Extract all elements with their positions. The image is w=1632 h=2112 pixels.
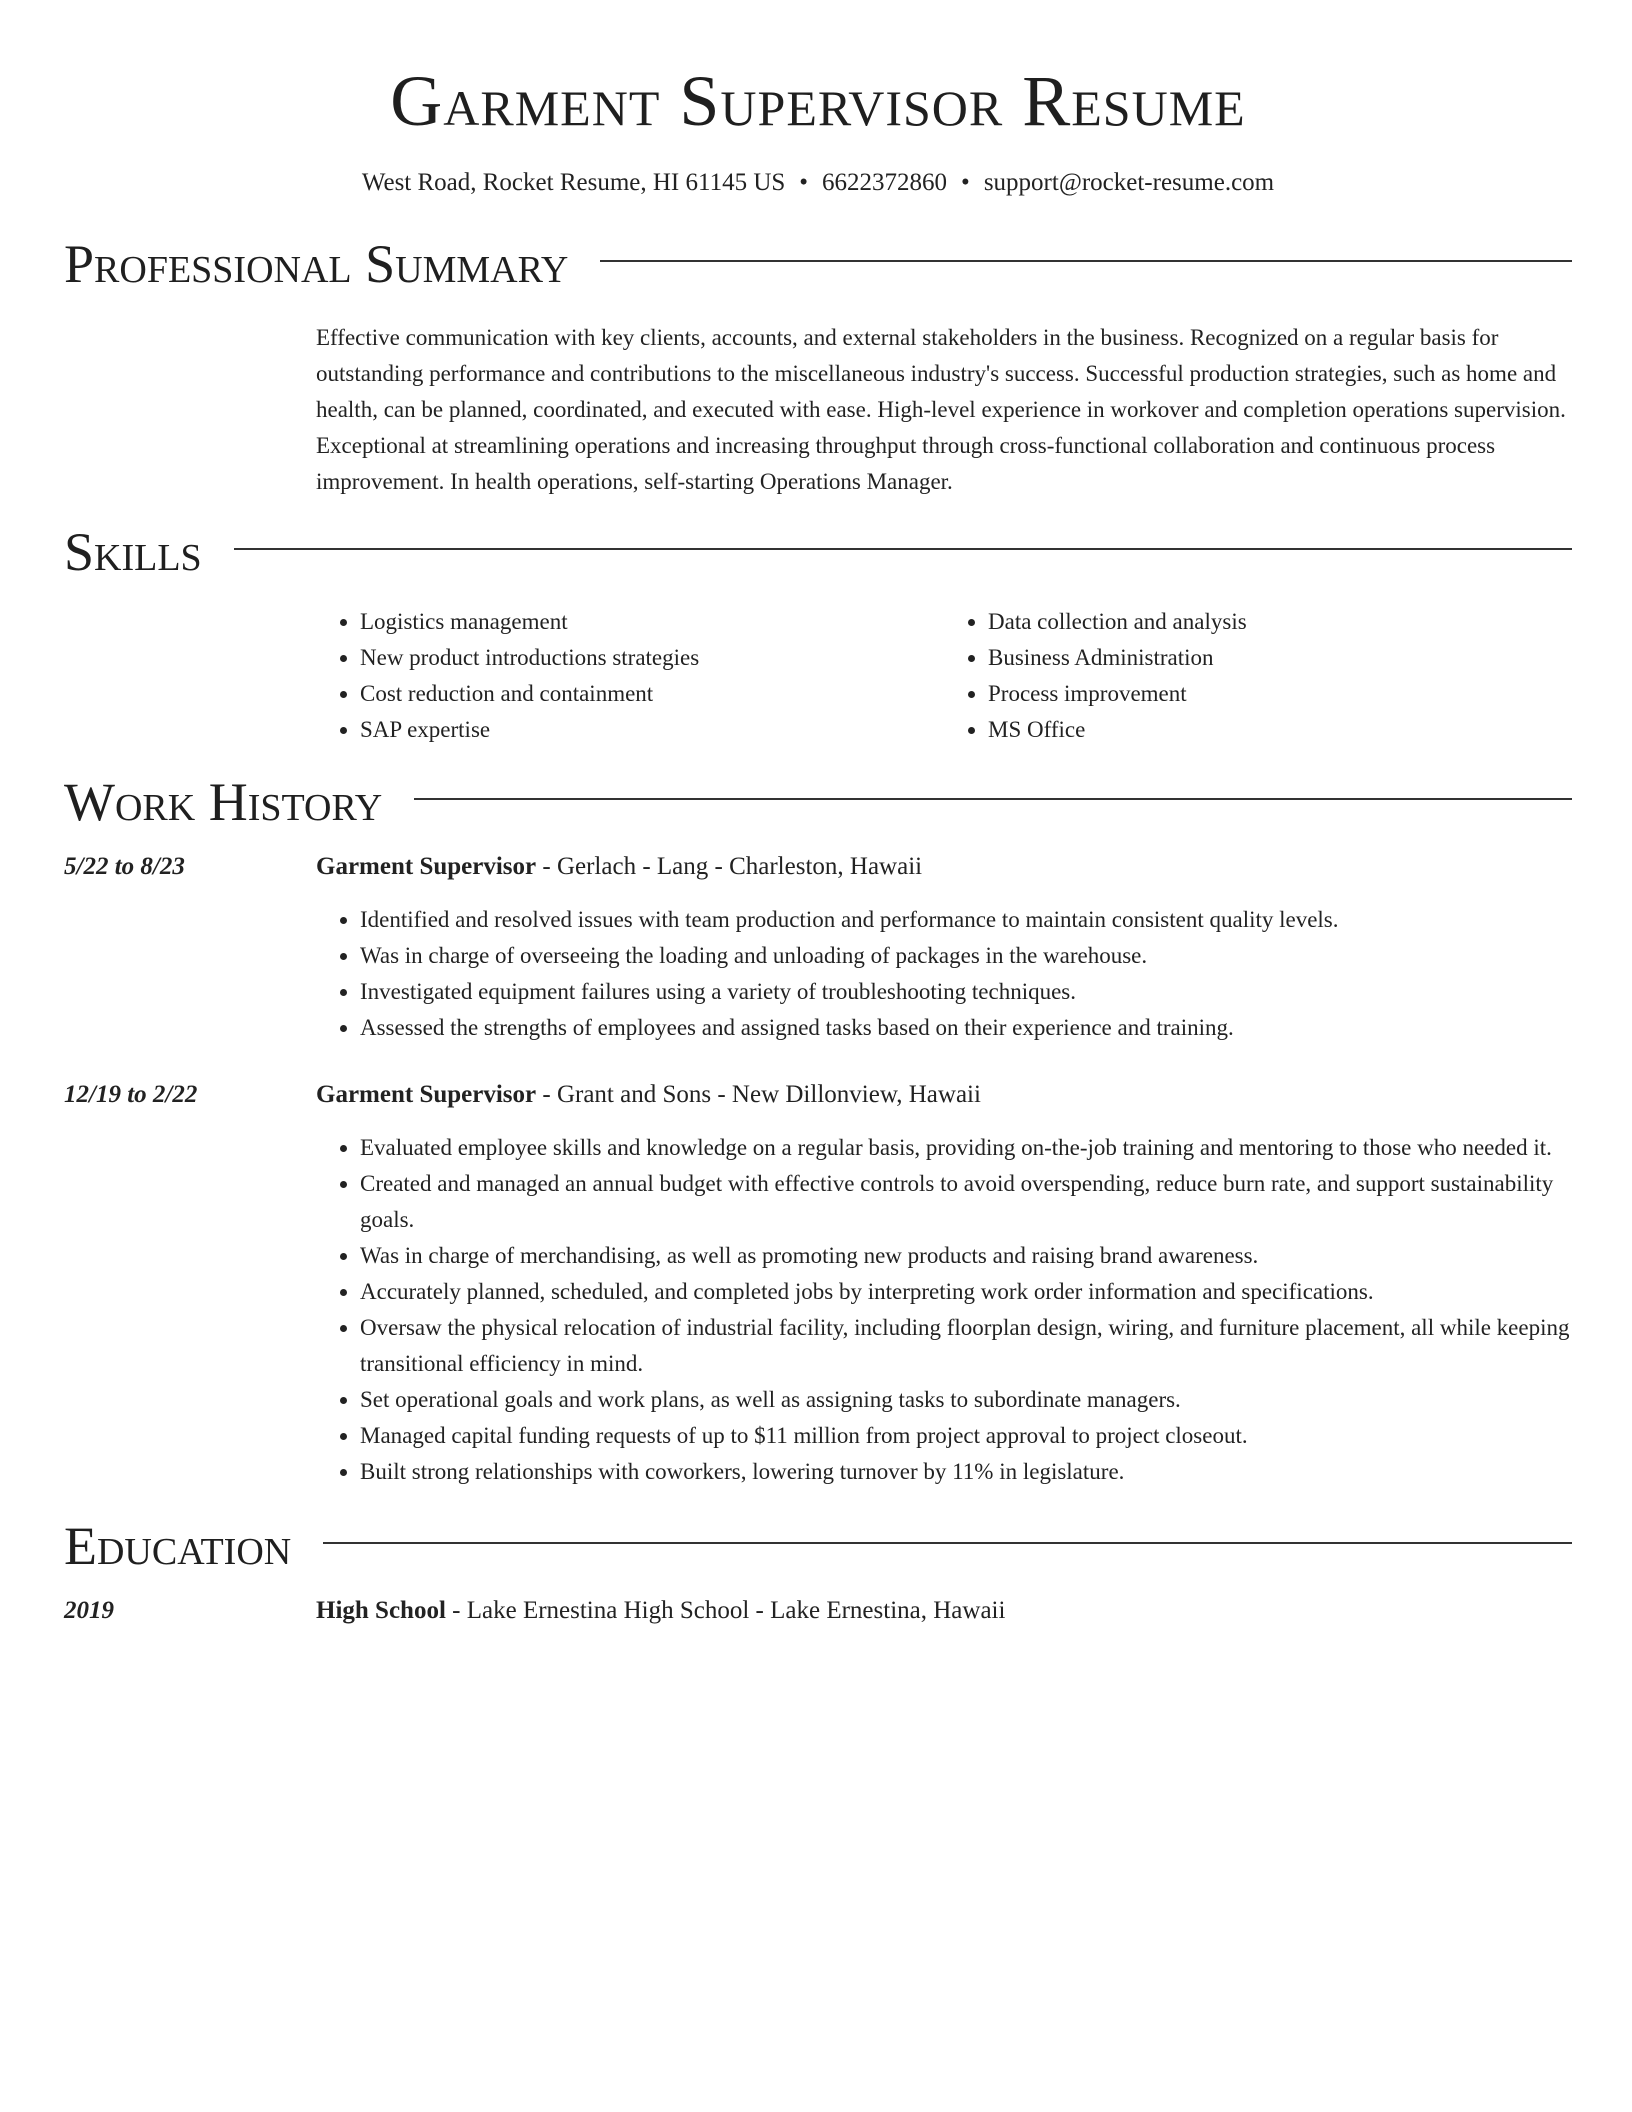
job-details: - Gerlach - Lang - Charleston, Hawaii xyxy=(536,853,923,880)
section-header-education xyxy=(64,1514,1572,1578)
job-bullet: • Evaluated employee skills and knowledge on a regular basis, providing on-the-job training and mentoring to those who needed it. xyxy=(360,1130,1572,1166)
job-bullet: • Managed capital funding requests of up to $11 million from project approval to project closeout. xyxy=(360,1418,1572,1454)
skills-column-right xyxy=(944,604,1572,748)
address: West Road, Rocket Resume, HI 61145 US xyxy=(361,169,786,196)
job-date: 5/22 to 8/23 xyxy=(64,853,185,880)
skills-list xyxy=(316,604,1572,748)
section-divider xyxy=(323,1542,1572,1544)
education-body xyxy=(316,1594,1572,1628)
job-bullet: • Identified and resolved issues with team production and performance to maintain consistent quality levels. xyxy=(360,902,1572,938)
job-title: Garment Supervisor xyxy=(316,1081,537,1108)
job-bullet: • Created and managed an annual budget with effective controls to avoid overspending, reduce burn rate, and support sustainability goals. xyxy=(360,1166,1572,1238)
job-bullet: • Was in charge of merchandising, as well as promoting new products and raising brand awareness. xyxy=(360,1238,1572,1274)
job-title: Garment Supervisor xyxy=(316,853,537,880)
contact-line xyxy=(64,166,1572,200)
education-details: - Lake Ernestina High School - Lake Ernestina, Hawaii xyxy=(445,1597,1006,1624)
job-bullet: • Set operational goals and work plans, as well as assigning tasks to subordinate managers. xyxy=(360,1382,1572,1418)
job-body xyxy=(316,850,1572,1046)
skills-column-left xyxy=(316,604,944,748)
education-heading xyxy=(316,1594,1572,1628)
skill-item: • Data collection and analysis xyxy=(988,604,1572,640)
job-details: - Grant and Sons - New Dillonview, Hawaii xyxy=(536,1081,981,1108)
resume-title: Garment Supervisor Resume xyxy=(390,61,1246,141)
job-heading xyxy=(316,850,1572,884)
section-title: Education xyxy=(64,1516,292,1576)
section-title: Work History xyxy=(64,772,383,832)
job-entry xyxy=(64,850,1572,1046)
education-entry xyxy=(64,1594,1572,1628)
job-date: 12/19 to 2/22 xyxy=(64,1081,198,1108)
skill-item: • Business Administration xyxy=(988,640,1572,676)
section-header-skills xyxy=(64,520,1572,584)
job-bullets xyxy=(316,902,1572,1046)
education-title: High School xyxy=(316,1597,446,1624)
skill-item: • Process improvement xyxy=(988,676,1572,712)
job-body xyxy=(316,1078,1572,1490)
skill-item: • SAP expertise xyxy=(360,712,944,748)
job-heading xyxy=(316,1078,1572,1112)
summary-text: Effective communication with key clients, accounts, and external stakeholders in the business. Recognized on a regular basis for outstanding performance and contributions to the miscellaneous industry's success. Successful production strategies, such as home and health, can be planned, coordinated, and executed with ease. High-level experience in workover and completion operations supervision. Exceptional at streamlining operations and increasing throughput through cross-functional collaboration and continuous process improvement. In health operations, self-starting Operations Manager. xyxy=(316,325,1566,494)
skill-item: • MS Office xyxy=(988,712,1572,748)
phone: 6622372860 xyxy=(822,169,948,196)
job-bullets xyxy=(316,1130,1572,1490)
email: support@rocket-resume.com xyxy=(983,169,1275,196)
skill-item: • Cost reduction and containment xyxy=(360,676,944,712)
section-header-summary xyxy=(64,232,1572,296)
section-divider xyxy=(600,260,1572,262)
job-bullet: • Oversaw the physical relocation of industrial facility, including floorplan design, wiring, and furniture placement, all while keeping transitional efficiency in mind. xyxy=(360,1310,1572,1382)
education-date: 2019 xyxy=(64,1597,114,1624)
skill-item: • Logistics management xyxy=(360,604,944,640)
job-bullet: • Assessed the strengths of employees and assigned tasks based on their experience and training. xyxy=(360,1010,1572,1046)
section-divider xyxy=(414,798,1572,800)
resume-page xyxy=(64,0,1572,1628)
skill-item: • New product introductions strategies xyxy=(360,640,944,676)
job-entry xyxy=(64,1078,1572,1490)
job-bullet: • Was in charge of overseeing the loading and unloading of packages in the warehouse. xyxy=(360,938,1572,974)
job-bullet: • Accurately planned, scheduled, and completed jobs by interpreting work order information and specifications. xyxy=(360,1274,1572,1310)
section-divider xyxy=(234,548,1572,550)
job-bullet: • Built strong relationships with coworkers, lowering turnover by 11% in legislature. xyxy=(360,1454,1572,1490)
separator: • xyxy=(799,169,809,196)
section-title: Professional Summary xyxy=(64,234,569,294)
section-title: Skills xyxy=(64,522,202,582)
section-header-work xyxy=(64,770,1572,834)
job-bullet: • Investigated equipment failures using a variety of troubleshooting techniques. xyxy=(360,974,1572,1010)
separator: • xyxy=(961,169,970,196)
